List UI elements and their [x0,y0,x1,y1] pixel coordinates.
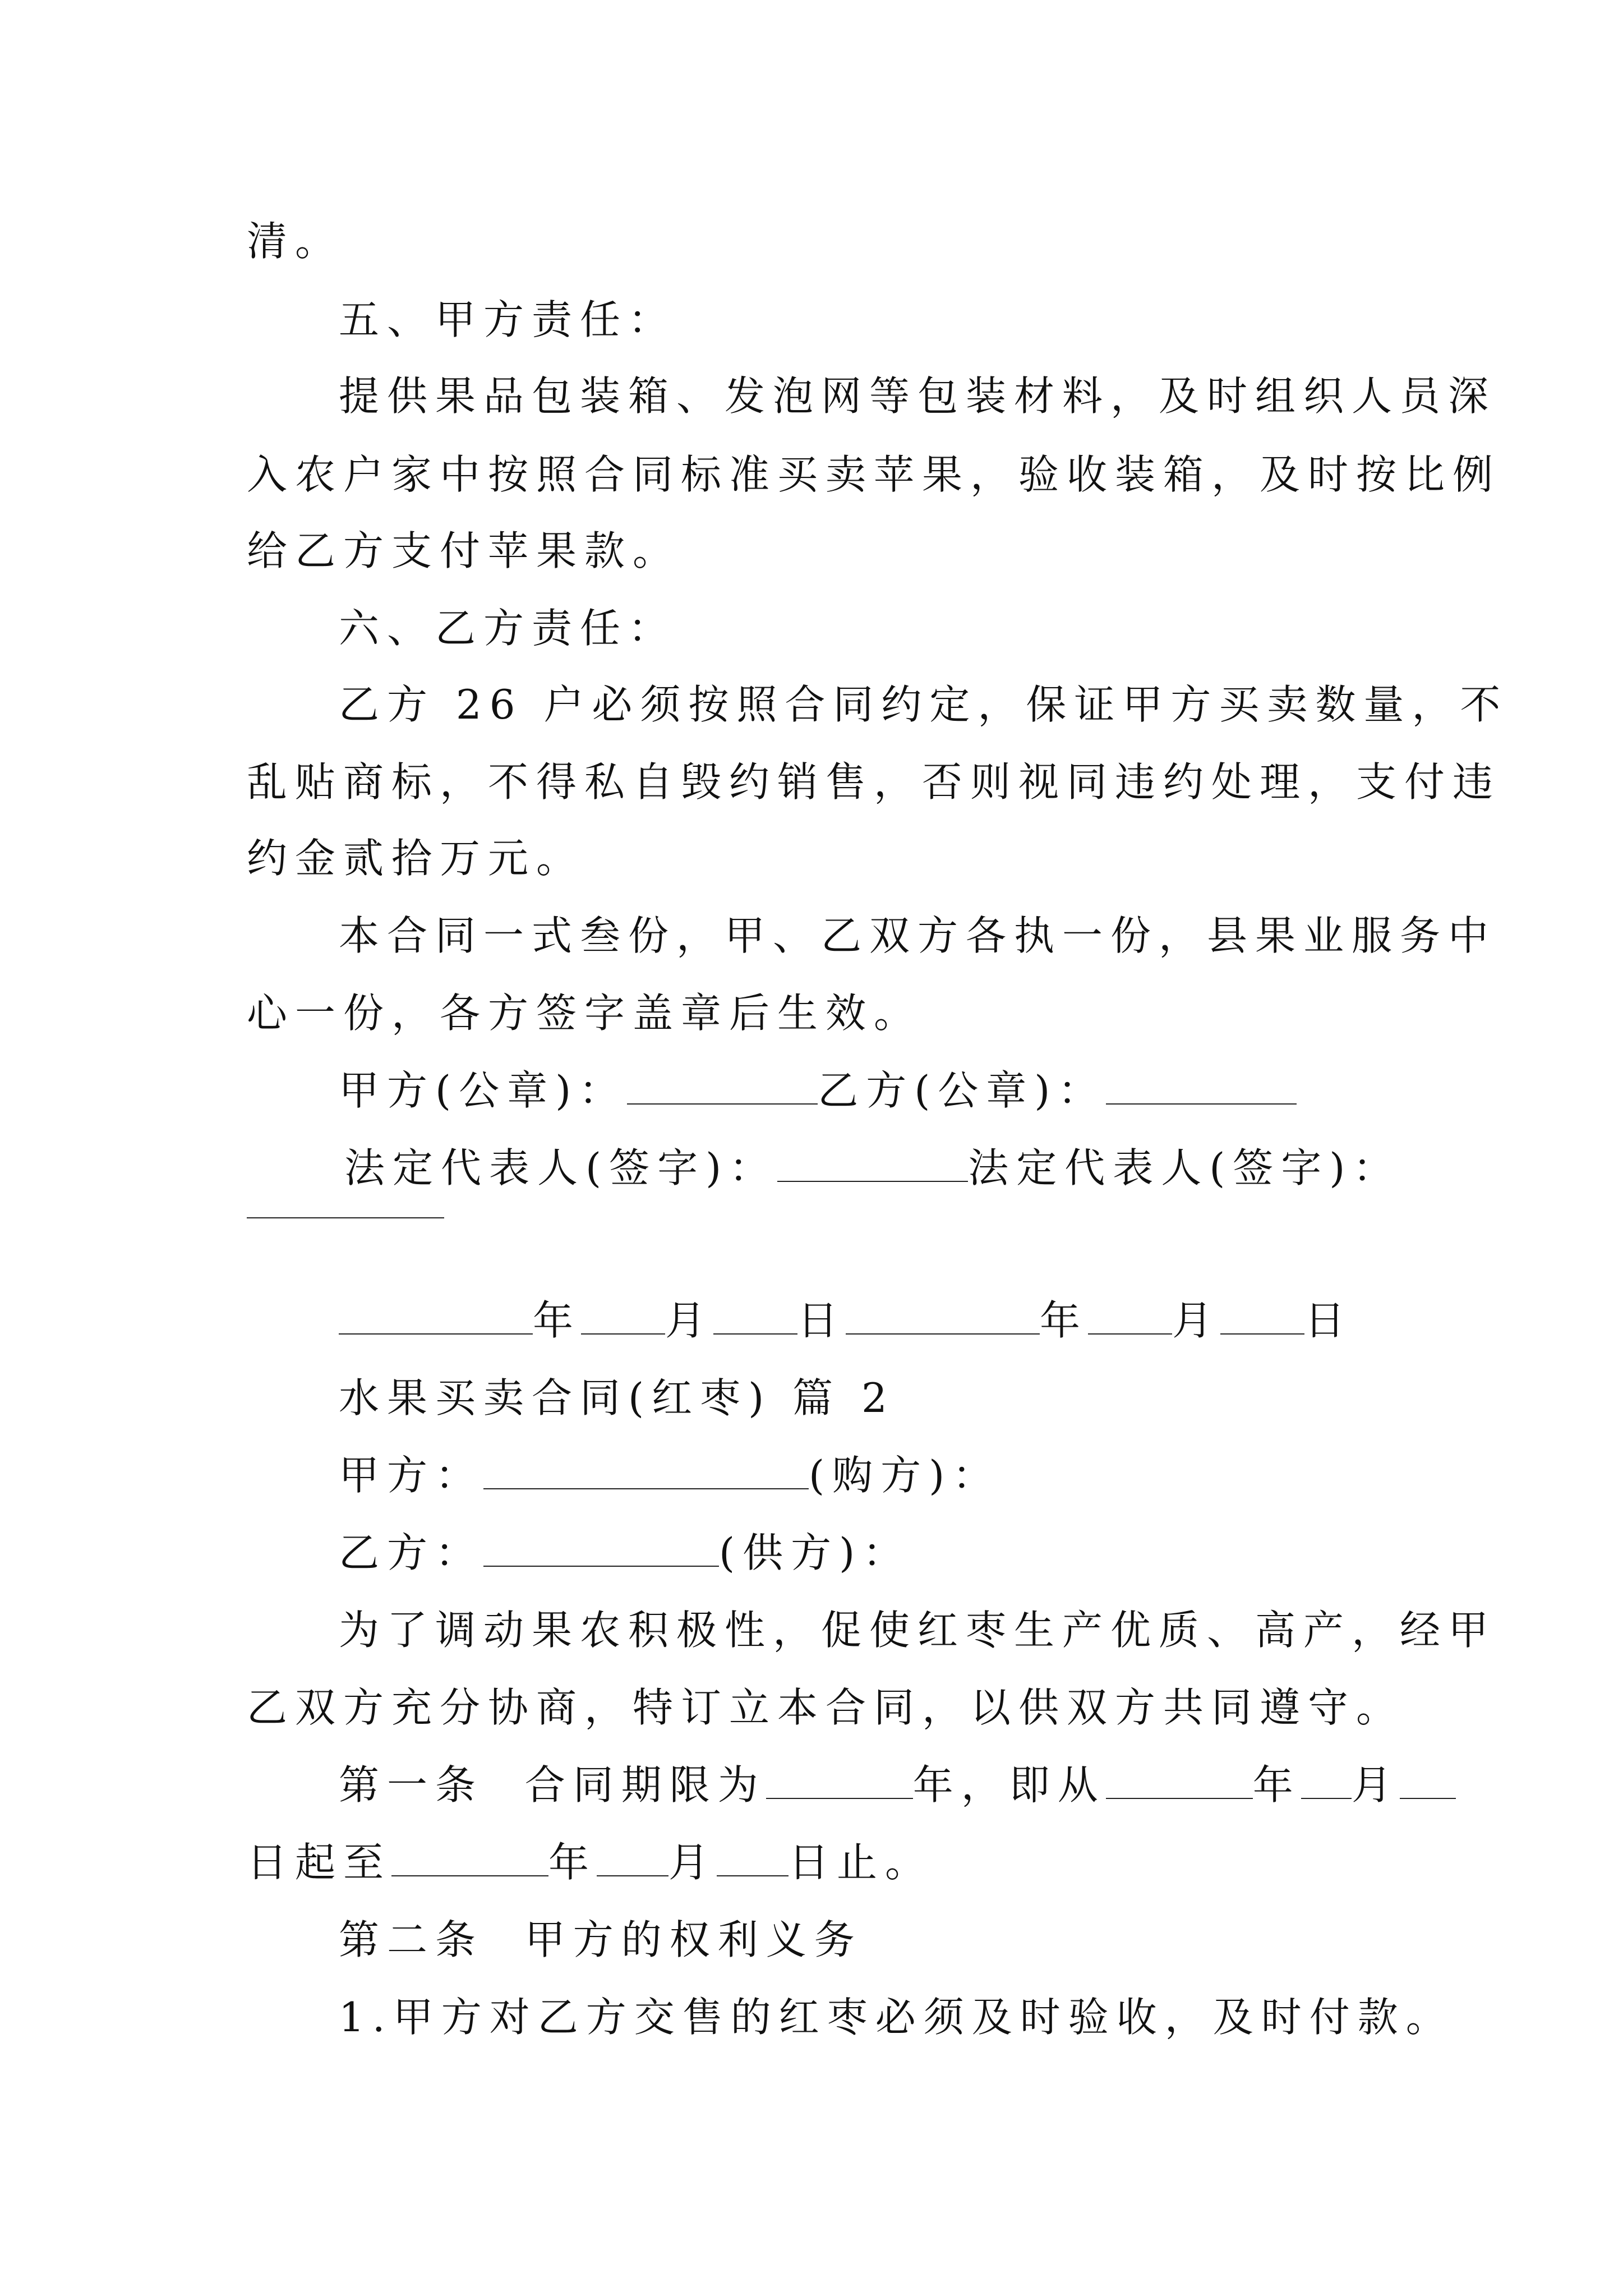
start-year-label: 年 [1252,1761,1301,1809]
party-b-seal-label: 乙方(公章)： [818,1067,1106,1114]
party-a-seal-label: 甲方(公章)： [339,1067,628,1114]
party-b-name-blank[interactable] [483,1526,719,1567]
paragraph-line: 为了调动果农积极性，促使红枣生产优质、高产，经甲 [339,1607,1497,1654]
party-a-line [339,1447,1000,1503]
rep-a-label: 法定代表人(签字)： [344,1144,778,1191]
seal-line [339,1062,1297,1119]
party-a-name-blank[interactable] [483,1449,809,1489]
end-month-label: 月 [668,1839,717,1886]
paragraph-line: 乱贴商标，不得私自毁约销售，否则视同违约处理，支付违 [247,758,1501,806]
term-years-blank[interactable] [766,1759,913,1799]
end-year-label: 年 [548,1839,597,1886]
start-month-blank[interactable] [1301,1759,1352,1799]
paragraph-line: 提供果品包装箱、发泡网等包装材料，及时组织人员深 [339,372,1497,420]
month-label: 月 [665,1297,714,1344]
party-a-seal-blank[interactable] [627,1064,818,1105]
section-heading: 五、甲方责任： [339,296,677,343]
party-b-line [339,1525,911,1581]
date-b-month-blank[interactable] [1088,1294,1172,1335]
date-line [339,1292,1353,1349]
article-1-prefix: 第一条 合同期限为 [339,1761,766,1809]
article-1-line-2 [247,1834,933,1890]
article-2-item-1: 1.甲方对乙方交售的红枣必须及时验收，及时付款。 [339,1994,1454,2041]
party-b-label: 乙方： [339,1529,484,1576]
article-1-line [339,1757,1456,1813]
paragraph-line: 乙方 26 户必须按照合同约定，保证甲方买卖数量，不 [339,681,1509,728]
end-day-blank[interactable] [717,1836,789,1876]
end-month-blank[interactable] [597,1836,668,1876]
rep-b-label: 法定代表人(签字)： [968,1144,1401,1191]
seller-label: (供方)： [719,1529,911,1576]
start-month-label: 月 [1351,1761,1400,1809]
buyer-label: (购方)： [809,1452,1001,1499]
date-b-year-blank[interactable] [846,1294,1040,1335]
article-1-year-text: 年，即从 [912,1761,1106,1809]
paragraph-line: 本合同一式叁份，甲、乙双方各执一份，县果业服务中 [339,912,1497,959]
paragraph-line: 给乙方支付苹果款。 [247,527,681,574]
rep-a-blank[interactable] [777,1142,968,1182]
year-label: 年 [533,1297,582,1344]
date-a-day-blank[interactable] [713,1294,797,1335]
month-label: 月 [1172,1297,1221,1344]
section-title: 水果买卖合同(红枣) 篇 2 [339,1374,895,1421]
article-2-title: 第二条 甲方的权利义务 [339,1916,863,1963]
paragraph-line: 约金贰拾万元。 [247,835,585,882]
date-b-day-blank[interactable] [1220,1294,1304,1335]
day-label: 日 [797,1297,846,1344]
representative-line [344,1140,1401,1196]
start-year-blank[interactable] [1106,1759,1253,1799]
rep-b-blank[interactable] [247,1217,444,1218]
paragraph-line: 心一份，各方签字盖章后生效。 [247,990,923,1037]
party-a-label: 甲方： [339,1452,484,1499]
article-1-end: 日止。 [789,1839,934,1886]
section-heading: 六、乙方责任： [339,605,677,652]
day-label: 日 [1304,1297,1353,1344]
end-year-blank[interactable] [391,1836,548,1876]
start-day-blank[interactable] [1400,1759,1456,1799]
date-a-year-blank[interactable] [339,1294,533,1335]
party-b-seal-blank[interactable] [1106,1064,1297,1105]
date-a-month-blank[interactable] [581,1294,665,1335]
paragraph-line: 入农户家中按照合同标准买卖苹果，验收装箱，及时按比例 [247,451,1501,498]
article-1-day-prefix: 日起至 [247,1839,392,1886]
paragraph-line: 乙双方充分协商，特订立本合同，以供双方共同遵守。 [247,1684,1405,1731]
paragraph-line: 清。 [247,218,344,265]
year-label: 年 [1040,1297,1089,1344]
